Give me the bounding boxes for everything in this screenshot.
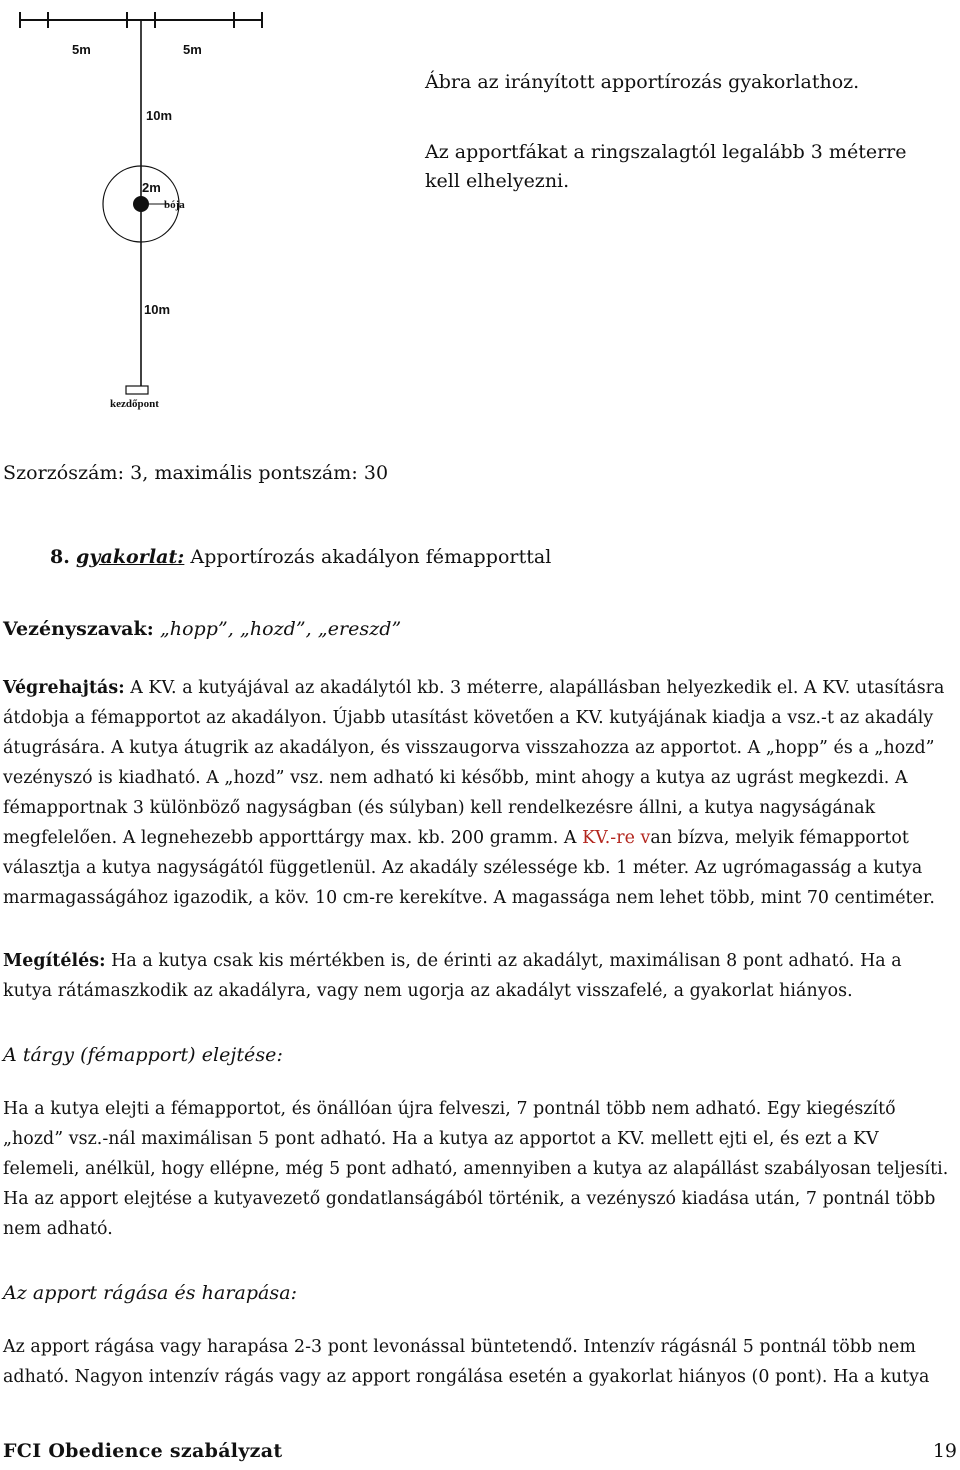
- footer-title: FCI Obedience szabályzat: [3, 1440, 283, 1462]
- execution-label: Végrehajtás:: [3, 678, 125, 698]
- figure-caption: [425, 68, 925, 97]
- exercise-title-text: Apportírozás akadályon fémapporttal: [184, 546, 552, 568]
- buoy-dot: [133, 196, 149, 212]
- execution-paragraph: [3, 673, 953, 913]
- drop-paragraph: [3, 1094, 953, 1244]
- retrieve-diagram: [0, 0, 300, 420]
- caption-line-1: Ábra az irányított apportírozás gyakorlathoz.: [425, 71, 860, 93]
- label-start: kezdőpont: [110, 398, 159, 410]
- judging-label: Megítélés:: [3, 951, 106, 971]
- label-10m-bottom: 10m: [144, 302, 171, 317]
- commands-label: Vezényszavak:: [3, 618, 154, 640]
- chew-heading-text: Az apport rágása és harapása:: [3, 1282, 298, 1304]
- drop-heading-text: A tárgy (fémapport) elejtése:: [3, 1044, 283, 1066]
- judging-text: Ha a kutya csak kis mértékben is, de érinti az akadályt, maximálisan 8 pont adható. Ha a kutya rátámaszkodik az akadályra, vagy nem ugorja az akadályt visszafelé, a gyakorlat hiányos.: [3, 951, 902, 1001]
- drop-text: Ha a kutya elejti a fémapportot, és önállóan újra felveszi, 7 pontnál több nem adható. Egy kiegészítő „hozd” vsz.-nál maximálisan 5 pont adható. Ha a kutya az apportot a KV. mellett ejti el, és ezt a KV felemeli, anélkül, hogy ellépne, még 5 pont adható, amennyiben a kutya az alapállást szabályosan teljesíti. Ha az apport elejtése a kutyavezető gondatlanságából történik, a vezényszó kiadása után, 7 pontnál több nem adható.: [3, 1099, 949, 1239]
- figure-note: [425, 138, 925, 196]
- label-buoy: bója: [164, 199, 185, 211]
- label-10m-top: 10m: [146, 108, 173, 123]
- label-2m: 2m: [142, 180, 161, 195]
- chew-text: Az apport rágása vagy harapása 2-3 pont levonással büntetendő. Intenzív rágásnál 5 pontnál több nem adható. Nagyon intenzív rágás vagy az apport rongálása esetén a gyakorlat hiányos (0 pont). Ha a kutya: [3, 1337, 930, 1387]
- label-5m-left: 5m: [72, 42, 91, 57]
- chew-heading: [3, 1278, 953, 1308]
- multiplier-line: [3, 458, 953, 488]
- multiplier-text: Szorzószám: 3, maximális pontszám: 30: [3, 462, 389, 484]
- commands-line: [3, 614, 953, 644]
- exercise-title: [50, 542, 960, 572]
- caption-line-2: Az apportfákat a ringszalagtól legalább 3 méterre kell elhelyezni.: [425, 141, 907, 192]
- exercise-label: gyakorlat:: [76, 546, 185, 568]
- drop-heading: [3, 1040, 953, 1070]
- execution-text-1: A KV. a kutyájával az akadálytól kb. 3 méterre, alapállásban helyezkedik el. A KV. utasításra átdobja a fémapportot az akadályon. Újabb utasítást követően a KV. kutyájának kiadja a vsz.-t az akadály átugrására. A kutya átugrik az akadályon, és visszaugorva visszahozza az apportot. A „hopp” és a „hozd” vezényszó is kiadható. A „hozd” vsz. nem adható ki később, mint ahogy a kutya az ugrást megkezdi. A fémapportnak 3 különböző nagyságban (és súlyban) kell rendelkezésre állni, a kutya nagyságának megfelelően. A legnehezebb apporttárgy max. kb. 200 gramm. A: [3, 678, 945, 848]
- start-box: [126, 386, 148, 394]
- label-5m-right: 5m: [183, 42, 202, 57]
- execution-text-2: an bízva, melyik fémapportot választja a kutya nagyságától függetlenül. Az akadály szélessége kb. 1 méter. Az ugrómagasság a kutya marmagasságához igazodik, a köv. 10 cm-re kerekítve. A magassága nem lehet több, mint 70 centiméter.: [3, 828, 935, 908]
- execution-text-red: KV.-re v: [582, 828, 651, 848]
- commands-text: „hopp”, „hozd”, „ereszd”: [153, 618, 402, 640]
- judging-paragraph: [3, 946, 953, 1006]
- exercise-number: 8.: [50, 546, 70, 568]
- chew-paragraph: [3, 1332, 953, 1392]
- page-number: 19: [932, 1440, 957, 1462]
